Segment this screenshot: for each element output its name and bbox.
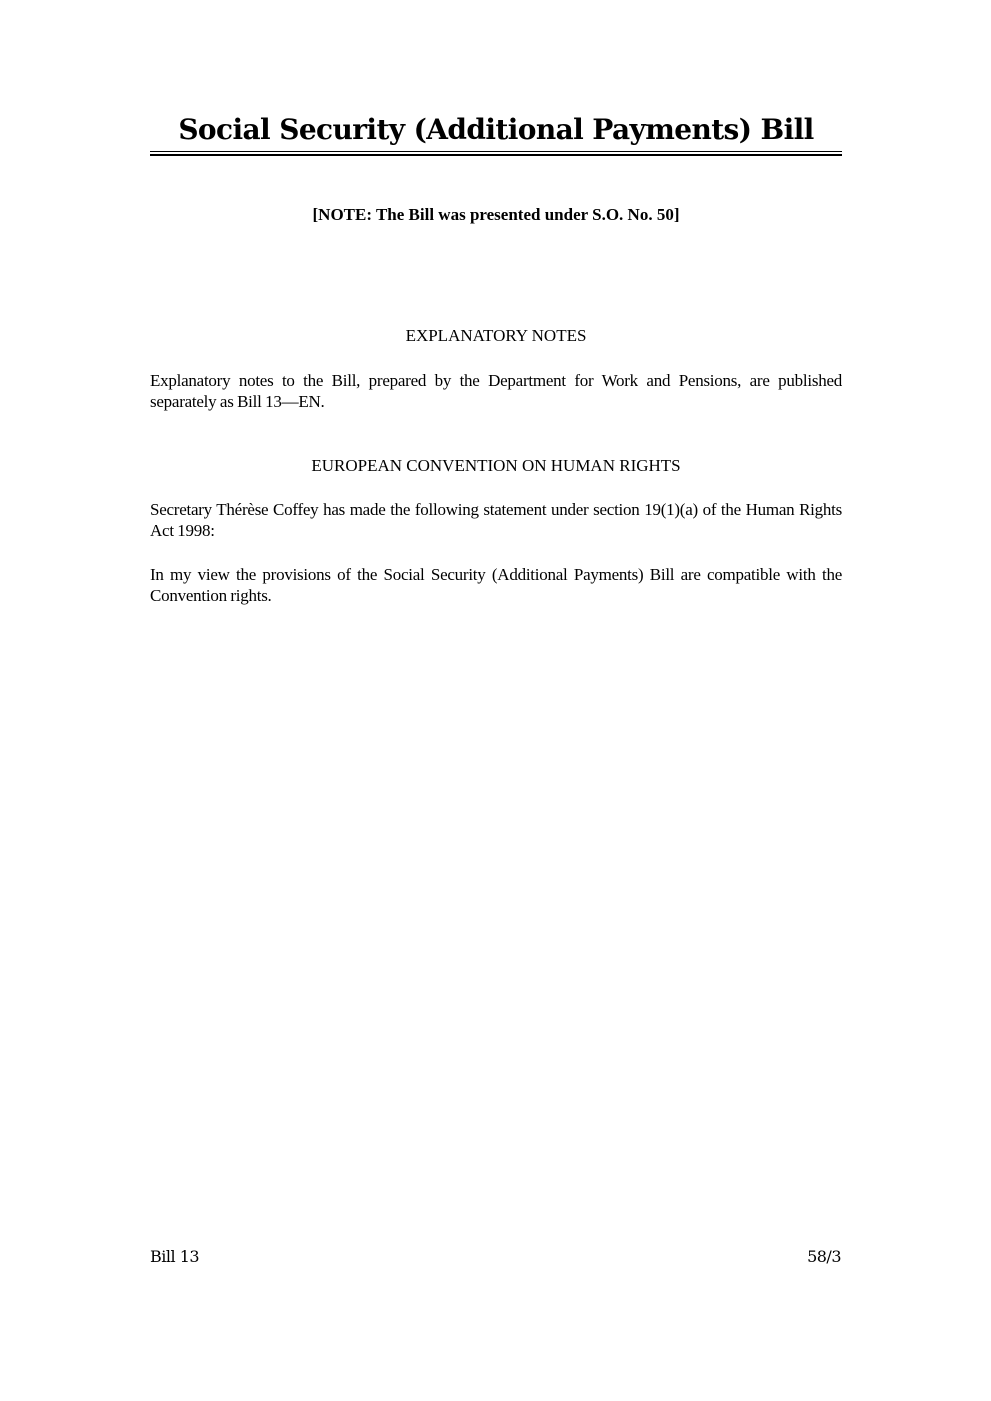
title-rule-thin [150,151,842,152]
echr-statement-paragraph: Secretary Thérèse Coffey has made the following statement under section 19(1)(a) of the Human Rights Act 1998: [150,500,842,540]
presentation-note: [NOTE: The Bill was presented under S.O. No. 50] [312,205,680,224]
explanatory-notes-paragraph: Explanatory notes to the Bill, prepared by the Department for Work and Pensions, are published separately as Bill 13—EN. [150,371,842,411]
section-heading-echr: EUROPEAN CONVENTION ON HUMAN RIGHTS [311,456,681,475]
footer-bill-number: Bill 13 [150,1247,200,1266]
section-heading-explanatory-notes: EXPLANATORY NOTES [405,326,587,345]
title-rule-thick [150,154,842,156]
footer-page-reference: 58/3 [807,1247,841,1266]
document-title: Social Security (Additional Payments) Bill [178,113,814,146]
echr-compatibility-paragraph: In my view the provisions of the Social Security (Additional Payments) Bill are compatible with the Convention rights. [150,565,842,605]
